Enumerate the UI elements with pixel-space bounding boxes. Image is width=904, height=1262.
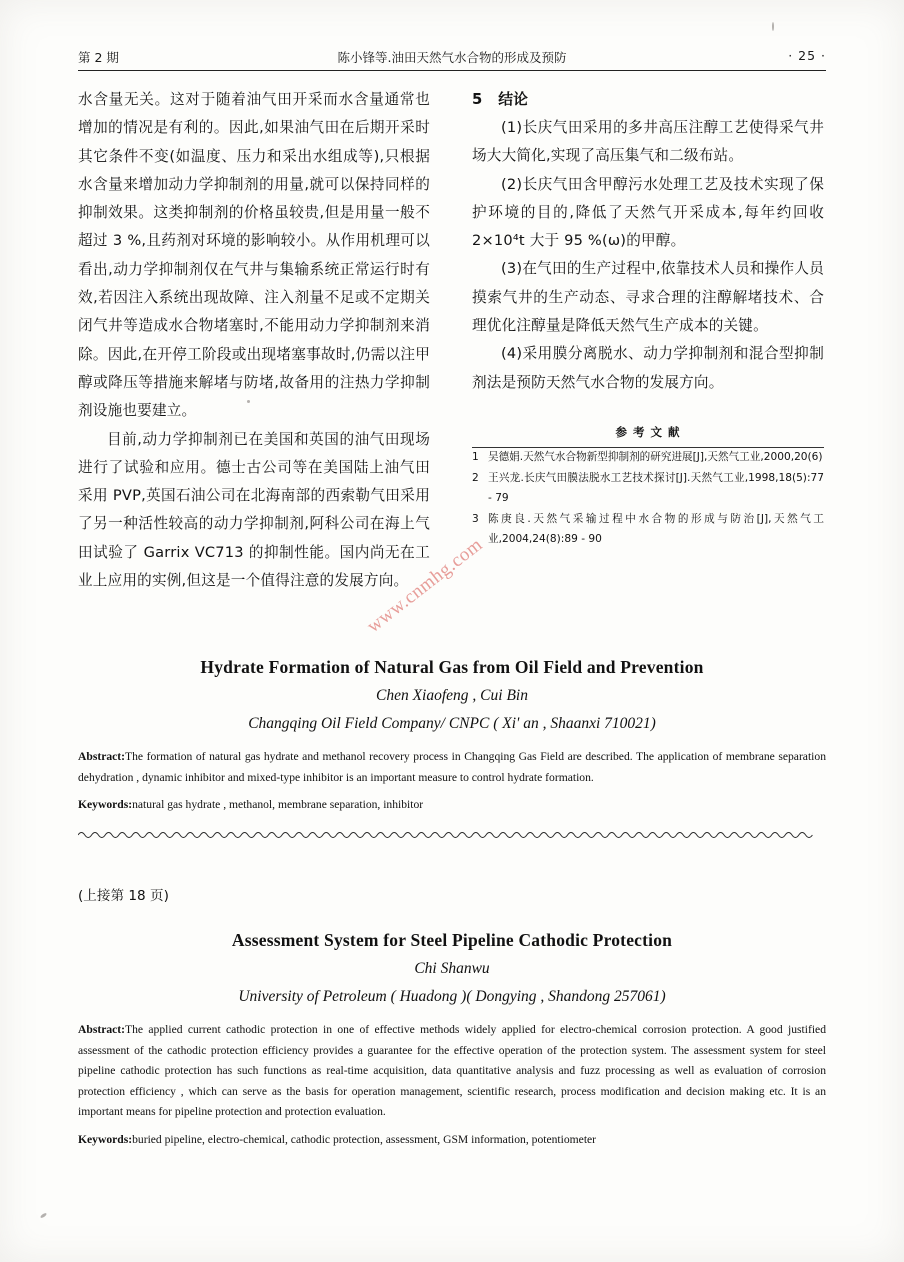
conclusion-item: (4)采用膜分离脱水、动力学抑制剂和混合型抑制剂法是预防天然气水合物的发展方向。 <box>472 345 824 391</box>
abstract-text: The formation of natural gas hydrate and methanol recovery process in Changqing Gas Field are described. The application of membrane separation dehydration , dynamic inhibitor and mixed-type inhibitor is an important measure to control hydrate formation. <box>78 750 826 784</box>
conclusion-item: (2)长庆气田含甲醇污水处理工艺及技术实现了保护环境的目的,降低了天然气开采成本,每年约回收 2×10⁴t 大于 95 %(ω)的甲醇。 <box>472 175 824 250</box>
continuation-note: (上接第 18 页) <box>78 888 169 904</box>
reference-number: 2 <box>472 472 479 485</box>
right-column <box>472 86 824 551</box>
english-authors: Chi Shanwu <box>414 960 490 977</box>
english-abstract-block-1 <box>78 655 826 816</box>
watermark: www.cnmhg.com <box>363 534 487 638</box>
issue-number: 第 2 期 <box>78 50 119 65</box>
reference-number: 1 <box>472 450 479 463</box>
keywords-label: Keywords: <box>78 1132 133 1146</box>
section-separator <box>78 828 826 840</box>
reference-item <box>472 510 824 549</box>
page-number: · 25 · <box>788 48 826 63</box>
english-affiliation: University of Petroleum ( Huadong )( Dongying , Shandong 257061) <box>238 988 666 1005</box>
references-heading: 参 考 文 献 <box>615 424 681 439</box>
wave-line-icon <box>78 829 826 841</box>
reference-list <box>472 448 824 550</box>
english-abstract-block-2 <box>78 928 826 1150</box>
keywords-text: buried pipeline, electro-chemical, cathodic protection, assessment, GSM information, potentiometer <box>132 1132 597 1146</box>
english-authors: Chen Xiaofeng , Cui Bin <box>376 687 528 704</box>
english-affiliation: Changqing Oil Field Company/ CNPC ( Xi' an , Shaanxi 710021) <box>248 715 656 732</box>
reference-text: 吴德娟.天然气水合物新型抑制剂的研究进展[J],天然气工业,2000,20(6) <box>488 450 823 463</box>
scan-artifact <box>772 22 774 31</box>
reference-item <box>472 469 824 508</box>
keywords-text: natural gas hydrate , methanol, membrane separation, inhibitor <box>132 798 424 811</box>
section-heading <box>472 86 824 114</box>
keywords-label: Keywords: <box>78 798 133 811</box>
reference-text: 陈庚良.天然气采输过程中水合物的形成与防治[J],天然气工业,2004,24(8):89 - 90 <box>488 513 824 545</box>
running-title: 陈小锋等.油田天然气水合物的形成及预防 <box>337 50 567 65</box>
scan-artifact <box>247 400 250 403</box>
body-paragraph: 水含量无关。这对于随着油气田开采而水含量通常也增加的情况是有利的。因此,如果油气田在后期开采时其它条件不变(如温度、压力和采出水组成等),只根据水含量来增加动力学抑制剂的用量,就可以保持同样的抑制效果。这类抑制剂的价格虽较贵,但是用量一般不超过 3 %,且药剂对环境的影响较小。从作用机理可以看出,动力学抑制剂仅在气井与集输系统正常运行时有效,若因注入系统出现故障、注入剂量不足或不定期关闭气井等造成水合物堵塞时,不能用动力学抑制剂来消除。因此,在开停工阶段或出现堵塞事故时,仍需以注甲醇或降压等措施来解堵与防堵,故备用的注热力学抑制剂设施也要建立。 <box>78 91 430 420</box>
header-rule <box>78 70 826 71</box>
section-number: 5 <box>472 91 483 108</box>
reference-text: 王兴龙.长庆气田膜法脱水工艺技术探讨[J].天然气工业,1998,18(5):77 - 79 <box>488 472 824 504</box>
english-keywords <box>78 795 826 816</box>
running-head <box>78 48 826 70</box>
abstract-label: Abstract: <box>78 1023 126 1036</box>
reference-item <box>472 448 824 468</box>
english-abstract <box>78 747 826 788</box>
english-title: Hydrate Formation of Natural Gas from Oil Field and Prevention <box>200 657 704 677</box>
english-abstract <box>78 1020 826 1123</box>
section-title: 结论 <box>498 91 528 108</box>
english-title: Assessment System for Steel Pipeline Cathodic Protection <box>231 930 673 950</box>
left-column <box>78 86 430 595</box>
conclusion-item: (1)长庆气田采用的多井高压注醇工艺使得采气井场大大简化,实现了高压集气和二级布站。 <box>472 119 824 165</box>
body-paragraph: 目前,动力学抑制剂已在美国和英国的油气田现场进行了试验和应用。德士古公司等在美国陆上油气田采用 PVP,英国石油公司在北海南部的西索勒气田采用了另一种活性较高的动力学抑制剂,阿科公司在海上气田试验了 Garrix VC713 的抑制性能。国内尚无在工业上应用的实例,但这是一个值得注意的发展方向。 <box>78 430 430 590</box>
abstract-text: The applied current cathodic protection in one of effective methods widely applied for electro-chemical corrosion protection. A good justified assessment of the cathodic protection efficiency provides a guarantee for the effective operation of the protection system. The assessment system for steel pipeline cathodic protection has such functions as real-time acquisition, data quantitative analysis and fuzz processing as well as evaluation of corrosion protection efficiency , which can serve as the basis for operation management, scientific research, process modification and decision making etc. It is an important means for pipeline protection and protection evaluation. <box>78 1023 826 1118</box>
english-keywords <box>78 1130 826 1151</box>
scan-artifact <box>40 1212 47 1218</box>
conclusion-item: (3)在气田的生产过程中,依靠技术人员和操作人员摸索气井的生产动态、寻求合理的注醇解堵技术、合理优化注醇量是降低天然气生产成本的关键。 <box>472 260 824 335</box>
abstract-label: Abstract: <box>78 750 126 763</box>
reference-number: 3 <box>472 513 479 526</box>
